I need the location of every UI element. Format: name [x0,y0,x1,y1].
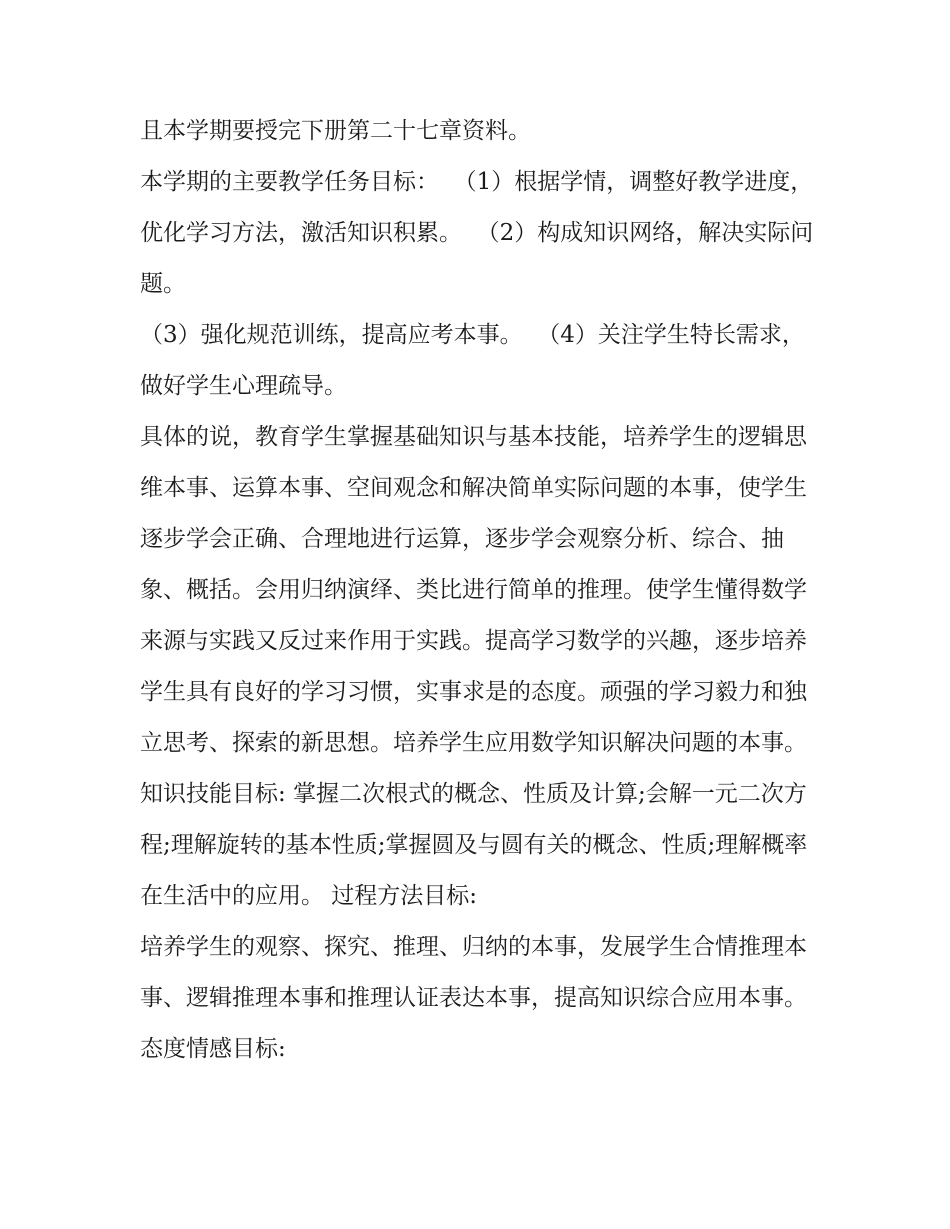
paragraph-main-goals: 本学期的主要教学任务目标： （1）根据学情，调整好教学进度，优化学习方法，激活知识积累。 （2）构成知识网络，解决实际问题。 [140,169,814,297]
paragraph-process-goals: 培养学生的观察、探究、推理、归纳的本事，发展学生合情推理本事、逻辑推理本事和推理认证表达本事，提高知识综合应用本事。 态度情感目标: [140,934,815,1062]
paragraph-specifics: 具体的说，教育学生掌握基础知识与基本技能，培养学生的逻辑思维本事、运算本事、空间观念和解决简单实际问题的本事，使学生逐步学会正确、合理地进行运算，逐步学会观察分析、综合、抽象、概括。会用归纳演绎、类比进行简单的推理。使学生懂得数学来源与实践又反过来作用于实践。提高学习数学的兴趣，逐步培养学生具有良好的学习习惯，实事求是的态度。顽强的学习毅力和独立思考、探索的新思想。培养学生应用数学知识解决问题的本事。 [140,424,807,756]
document-body [140,106,820,1075]
paragraph-semester-scope: 且本学期要授完下册第二十七章资料。 [140,118,531,144]
paragraph-knowledge-skill-goals: 知识技能目标: 掌握二次根式的概念、性质及计算;会解一元二次方程;理解旋转的基本性质;掌握圆及与圆有关的概念、性质;理解概率在生活中的应用。 过程方法目标: [140,781,808,909]
paragraph-goals-continued: （3）强化规范训练，提高应考本事。 （4）关注学生特长需求，做好学生心理疏导。 [140,322,805,399]
